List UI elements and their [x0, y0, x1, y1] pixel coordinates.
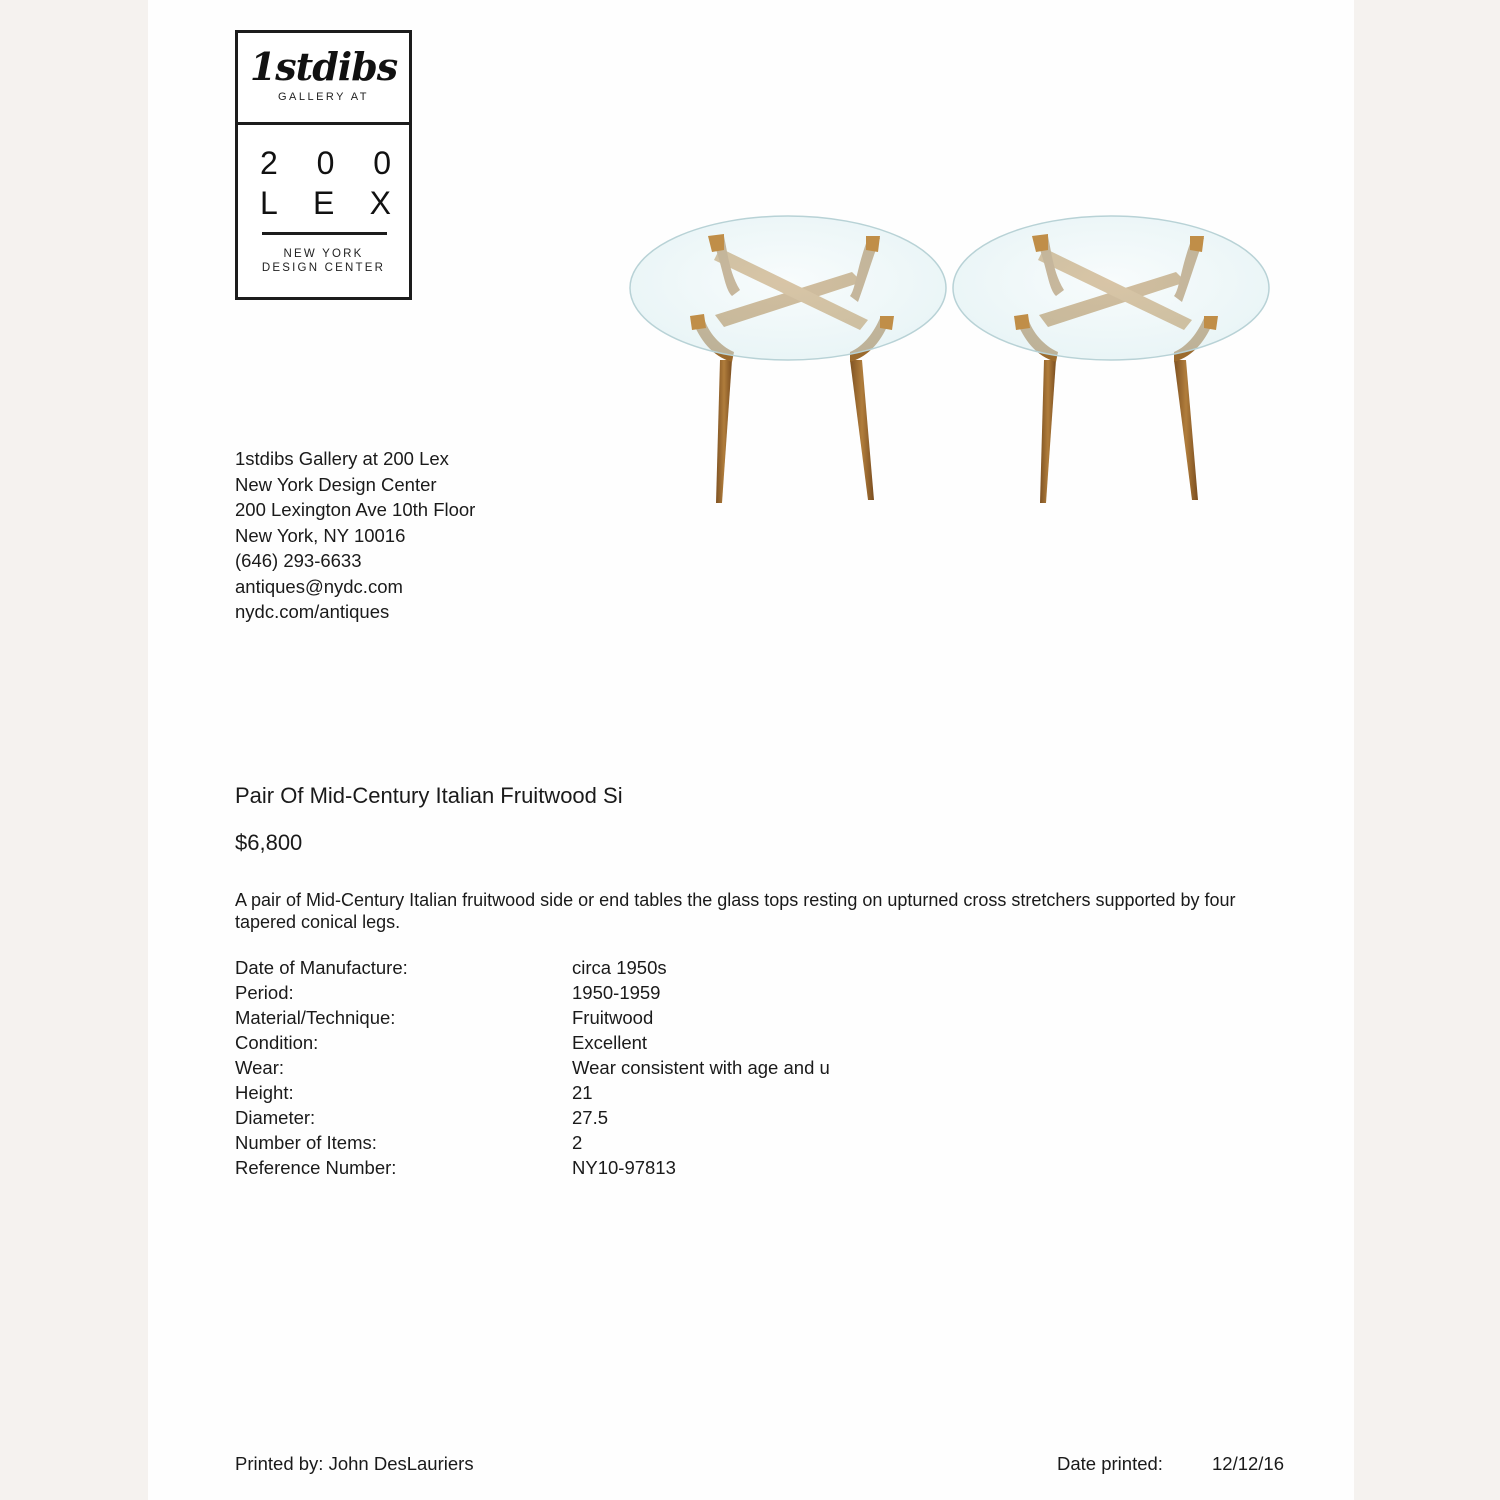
logo-row-200: [238, 143, 409, 183]
logo-glyph: 2: [260, 145, 278, 181]
spec-label: Period:: [235, 982, 294, 1003]
printed-by: Printed by: John DesLauriers: [235, 1453, 474, 1474]
address-website: nydc.com/antiques: [235, 601, 390, 622]
logo-brand-text: 1stdibs: [249, 44, 398, 89]
spec-label: Condition:: [235, 1032, 319, 1053]
spec-label: Wear:: [235, 1057, 285, 1078]
gallery-logo: [235, 30, 412, 300]
address-name: 1stdibs Gallery at 200 Lex: [235, 448, 449, 469]
spec-value: circa 1950s: [572, 957, 667, 978]
spec-row: [235, 1030, 830, 1055]
logo-subtitle: GALLERY AT: [277, 91, 370, 103]
spec-value: 27.5: [572, 1107, 609, 1128]
date-printed-label: Date printed:: [1057, 1453, 1163, 1474]
spec-row: [235, 1155, 830, 1180]
logo-header: [238, 33, 409, 125]
gallery-address: [235, 446, 475, 625]
spec-row: [235, 980, 830, 1005]
address-street: 200 Lexington Ave 10th Floor: [235, 499, 476, 520]
table-right: [953, 216, 1269, 503]
logo-glyph: 0: [316, 145, 335, 181]
spec-value: Fruitwood: [572, 1007, 654, 1028]
spec-table: [235, 955, 830, 1180]
spec-value: 2: [572, 1132, 583, 1153]
spec-row: [235, 1055, 830, 1080]
spec-value: 1950-1959: [572, 982, 661, 1003]
table-left: [630, 216, 946, 503]
spec-row: [235, 1005, 830, 1030]
spec-label: Number of Items:: [235, 1132, 377, 1153]
address-email: antiques@nydc.com: [235, 575, 403, 597]
spec-value: 21: [572, 1082, 593, 1103]
logo-divider: [262, 232, 387, 235]
spec-row: [235, 1080, 830, 1105]
product-price: $6,800: [235, 830, 303, 855]
logo-glyph: E: [313, 185, 335, 221]
spec-label: Reference Number:: [235, 1157, 397, 1178]
spec-row: [235, 1105, 830, 1130]
address-city: New York, NY 10016: [235, 524, 406, 546]
logo-glyph: L: [260, 185, 278, 221]
logo-row-lex: [238, 183, 409, 223]
logo-glyph: X: [369, 185, 391, 221]
address-building: New York Design Center: [235, 473, 437, 495]
spec-value: Excellent: [572, 1032, 648, 1053]
spec-row: [235, 1130, 830, 1155]
spec-row: [235, 955, 830, 980]
product-title: Pair Of Mid-Century Italian Fruitwood Si: [235, 783, 623, 808]
spec-value: NY10-97813: [572, 1157, 676, 1178]
spec-label: Date of Manufacture:: [235, 957, 408, 978]
spec-label: Diameter:: [235, 1107, 316, 1128]
logo-footer-line-2: DESIGN CENTER: [261, 262, 386, 274]
address-phone: (646) 293-6633: [235, 550, 362, 571]
spec-value: Wear consistent with age and u: [572, 1057, 830, 1078]
logo-footer-line-1: NEW YORK: [283, 248, 364, 260]
date-printed-value: 12/12/16: [1212, 1453, 1285, 1474]
product-photo: [620, 170, 1290, 530]
logo-glyph: 0: [373, 145, 391, 181]
spec-label: Material/Technique:: [235, 1007, 396, 1028]
spec-label: Height:: [235, 1082, 294, 1103]
product-description: A pair of Mid-Century Italian fruitwood side or end tables the glass tops resting on upturned cross stretchers supported by four tapered conical legs.: [235, 890, 1236, 932]
